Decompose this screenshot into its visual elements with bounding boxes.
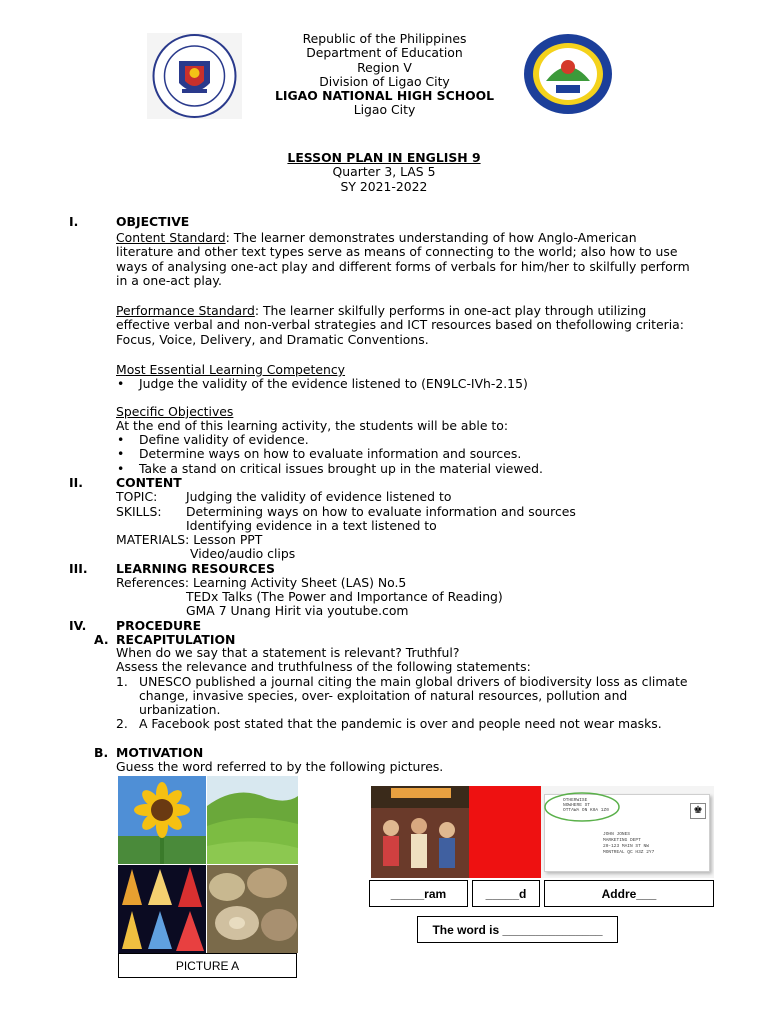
bullet-icon: • [117, 432, 125, 447]
skills-value: Identifying evidence in a text listened to [186, 518, 437, 533]
motivation-heading: MOTIVATION [116, 745, 204, 760]
list-number: 2. [116, 716, 128, 731]
recapitulation-heading: RECAPITULATION [116, 632, 236, 647]
green-hills-image [207, 776, 298, 864]
school-year: SY 2021-2022 [340, 178, 428, 194]
melc-heading: Most Essential Learning Competency [116, 362, 346, 377]
content-standard-line: ways of analysing one-act play and different forms of verbals for him/her to skilfully perform [116, 259, 690, 274]
content-standard-line: Content Standard: The learner demonstrates understanding of how Anglo-American [116, 230, 637, 245]
section-numeral: III. [69, 561, 88, 576]
header-line: Department of Education [306, 45, 463, 61]
answer-word-box: The word is _______________ [417, 916, 618, 943]
motivation-instruction: Guess the word referred to by the following pictures. [116, 759, 444, 774]
section-numeral: II. [69, 475, 83, 490]
specific-objectives-heading: Specific Objectives [116, 404, 234, 419]
envelope-sender-line: OTTAWA ON K0A 1Z0 [563, 808, 609, 813]
header-line: Republic of the Philippines [302, 31, 467, 46]
reference-item: GMA 7 Unang Hirit via youtube.com [186, 603, 409, 618]
envelope-recipient-line: JOHN JONES [603, 832, 631, 837]
recap-instruction: Assess the relevance and truthfulness of the following statements: [116, 659, 531, 674]
envelope-stamp: ♚ [690, 803, 706, 819]
school-seal [522, 33, 614, 115]
blank-word-box: _____d [472, 880, 540, 907]
performance-standard-line: effective verbal and non-verbal strategies and ICT resources based on thefollowing criteria: [116, 317, 684, 332]
envelope-image [541, 786, 714, 878]
header-line: Region V [357, 59, 412, 75]
section-heading-procedure: PROCEDURE [116, 618, 202, 633]
nuts-image [207, 865, 298, 953]
picture-a-label: PICTURE A [118, 953, 297, 978]
specific-objectives-intro: At the end of this learning activity, the students will be able to: [116, 418, 509, 433]
red-color-image [469, 786, 541, 878]
recap-item-line: A Facebook post stated that the pandemic is over and people need not wear masks. [139, 716, 662, 731]
section-numeral: I. [69, 214, 79, 229]
section-heading-content: CONTENT [116, 475, 182, 490]
christmas-trees-image [118, 865, 206, 953]
section-heading-resources: LEARNING RESOURCES [116, 561, 275, 576]
materials-value: Video/audio clips [190, 546, 296, 561]
bullet-icon: • [117, 376, 125, 391]
skills-value: Determining ways on how to evaluate information and sources [186, 504, 576, 519]
envelope-recipient-line: MARKETING DEPT [603, 838, 641, 843]
recap-question: When do we say that a statement is relevant? Truthful? [116, 645, 460, 660]
content-standard-line: in a one-act play. [116, 273, 222, 288]
drama-stage-image [371, 786, 469, 878]
materials-label: MATERIALS: Lesson PPT [116, 532, 263, 547]
envelope-sender-line: NOWHERE ST [563, 803, 591, 808]
header-line: Division of Ligao City [319, 73, 450, 89]
topic-value: Judging the validity of evidence listened to [186, 489, 452, 504]
section-numeral: IV. [69, 618, 87, 633]
specific-objective-item: Take a stand on critical issues brought up in the material viewed. [139, 461, 543, 476]
melc-item: Judge the validity of the evidence listened to (EN9LC-IVh-2.15) [139, 376, 528, 391]
envelope-recipient-line: 20-123 MAIN ST NW [603, 844, 649, 849]
specific-objective-item: Determine ways on how to evaluate information and sources. [139, 446, 522, 461]
specific-objective-item: Define validity of evidence. [139, 432, 309, 447]
topic-label: TOPIC: [116, 489, 158, 504]
section-heading-objective: OBJECTIVE [116, 214, 190, 229]
school-name: LIGAO NATIONAL HIGH SCHOOL [274, 88, 495, 104]
references-label: References: Learning Activity Sheet (LAS) No.5 [116, 575, 407, 590]
reference-item: TEDx Talks (The Power and Importance of Reading) [186, 589, 503, 604]
subsection-letter: A. [94, 632, 109, 647]
envelope-sender-line: OTHERWISE [563, 798, 588, 803]
envelope-recipient-line: MONTREAL QC H3Z 2Y7 [603, 850, 655, 855]
recap-item-line: UNESCO published a journal citing the main global drivers of biodiversity loss as climate [139, 674, 688, 689]
bullet-icon: • [117, 461, 125, 476]
recap-item-line: change, invasive species, over- exploitation of natural resources, pollution and [139, 688, 628, 703]
subsection-letter: B. [94, 745, 109, 760]
recap-item-line: urbanization. [139, 702, 221, 717]
skills-label: SKILLS: [116, 504, 162, 519]
blank-word-box: _____ram [369, 880, 468, 907]
bullet-icon: • [117, 446, 125, 461]
performance-standard-line: Performance Standard: The learner skilfully performs in one-act play through utilizing [116, 303, 647, 318]
performance-standard-line: Focus, Voice, Delivery, and Dramatic Conventions. [116, 332, 429, 347]
content-standard-line: literature and other text types serve as means of connecting to the world; also how to use [116, 244, 678, 259]
sunflower-image [118, 776, 206, 864]
list-number: 1. [116, 674, 128, 689]
lesson-plan-title: LESSON PLAN IN ENGLISH 9 [287, 150, 481, 165]
school-city: Ligao City [353, 102, 416, 118]
deped-seal [147, 33, 242, 119]
blank-word-box: Addre___ [544, 880, 714, 907]
quarter-label: Quarter 3, LAS 5 [332, 164, 436, 180]
